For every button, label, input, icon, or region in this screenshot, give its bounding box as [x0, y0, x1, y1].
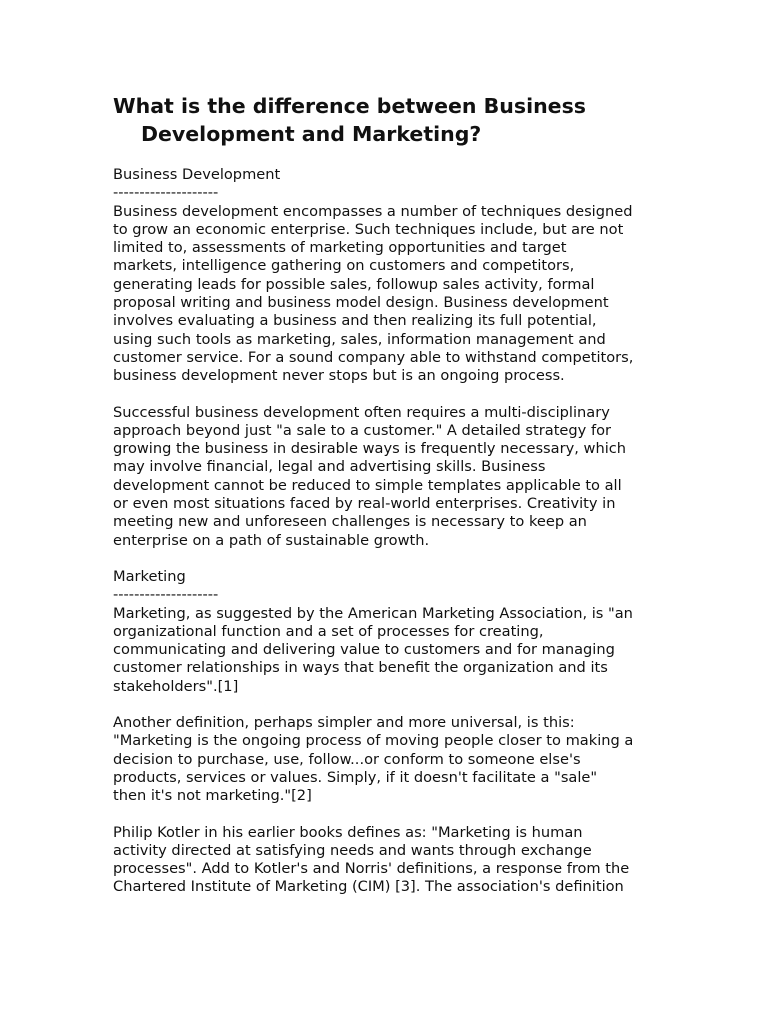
paragraph: Philip Kotler in his earlier books defines as: "Marketing is human activity directed at satisfying needs and wants through exchange processes". Add to Kotler's and Norris' definitions, a response from the Chartered Institute of Marketing (CIM) [3]. The association's definition [113, 823, 630, 896]
section-marketing [113, 568, 658, 897]
section-heading-marketing: Marketing [113, 567, 186, 585]
paragraph: Successful business development often requires a multi-disciplinary approach beyond just "a sale to a customer." A detailed strategy for growing the business in desirable ways is frequently necessary, which may involve financial, legal and advertising skills. Business development cannot be reduced to simple templates applicable to all or even most situations faced by real-world enterprises. Creativity in meeting new and unforeseen challenges is necessary to keep an enterprise on a path of sustainable growth. [113, 403, 627, 549]
paragraph: Marketing, as suggested by the American Marketing Association, is "an organizational function and a set of processes for creating, communicating and delivering value to customers and for managing customer relationships in ways that benefit the organization and its stakeholders".[1] [113, 604, 633, 695]
paragraph: Business development encompasses a number of techniques designed to grow an economic enterprise. Such techniques include, but are not limited to, assessments of marketing opportunities and target markets, intelligence gathering on customers and competitors, generating leads for possible sales, followup sales activity, formal proposal writing and business model design. Business development involves evaluating a business and then realizing its full potential, using such tools as marketing, sales, information management and customer service. For a sound company able to withstand competitors, business development never stops but is an ongoing process. [113, 202, 634, 385]
section-divider-marketing: -------------------- [113, 586, 219, 604]
section-business-development [113, 166, 658, 550]
paragraph: Another definition, perhaps simpler and more universal, is this: "Marketing is the ongoing process of moving people closer to making a decision to purchase, use, follow...or conform to someone else's products, services or values. Simply, if it doesn't facilitate a "sale" then it's not marketing."[2] [113, 714, 634, 805]
document-page [113, 92, 658, 897]
section-divider-business-development: -------------------- [113, 184, 219, 202]
section-heading-business-development: Business Development [113, 166, 281, 183]
page-title: What is the difference between Business Development and Marketing? [113, 94, 586, 146]
